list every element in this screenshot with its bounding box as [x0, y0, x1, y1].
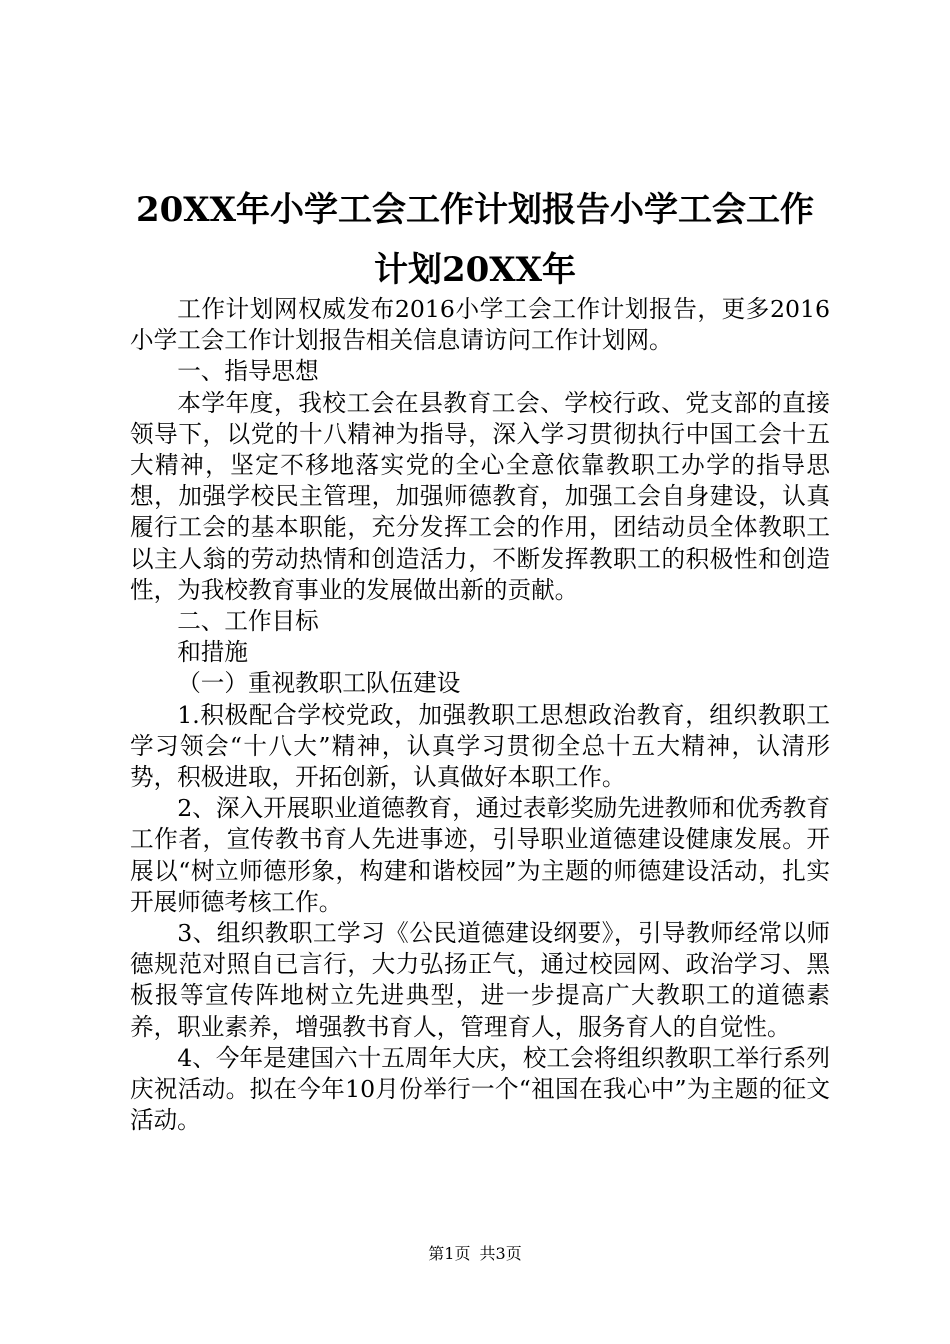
subsection-heading-staff-building: （一）重视教职工队伍建设 — [177, 669, 461, 698]
document-title-line-2: 计划20XX年 — [373, 250, 577, 290]
list-item-3: 3、组织教职工学习《公民道德建设纲要》，引导教师经常以师德规范对照自已言行，大力弘扬正气，通过校园网、政治学习、黑板报等宣传阵地树立先进典型，进一步提高广大教职工的道德素养，职业素养，增强教书育人，管理育人，服务育人的自觉性。 — [130, 919, 830, 1041]
page-footer — [0, 1244, 950, 1264]
page-number-total: 共3页 — [479, 1244, 522, 1263]
list-item-4: 4、今年是建国六十五周年大庆，校工会将组织教职工举行系列庆祝活动。拟在今年10月份举行一个“祖国在我心中”为主题的征文活动。 — [130, 1043, 830, 1135]
section-heading-guiding-thought: 一、指导思想 — [177, 357, 319, 386]
section-heading-measures: 和措施 — [177, 638, 248, 667]
intro-paragraph: 工作计划网权威发布2016小学工会工作计划报告，更多2016小学工会工作计划报告相关信息请访问工作计划网。 — [130, 295, 830, 355]
list-item-2: 2、深入开展职业道德教育，通过表彰奖励先进教师和优秀教育工作者，宣传教书育人先进事迹，引导职业道德建设健康发展。开展以“树立师德形象，构建和谐校园”为主题的师德建设活动，扎实开展师德考核工作。 — [130, 794, 830, 916]
guiding-thought-paragraph: 本学年度，我校工会在县教育工会、学校行政、党支部的直接领导下，以党的十八精神为指导，深入学习贯彻执行中国工会十五大精神，坚定不移地落实党的全心全意依靠教职工办学的指导思想，加强学校民主管理，加强师德教育，加强工会自身建设，认真履行工会的基本职能，充分发挥工会的作用，团结动员全体教职工以主人翁的劳动热情和创造活力，不断发挥教职工的积极性和创造性，为我校教育事业的发展做出新的贡献。 — [130, 388, 830, 604]
list-item-1: 1.积极配合学校党政，加强教职工思想政治教育，组织教职工学习领会“十八大”精神，认真学习贯彻全总十五大精神，认清形势，积极进取，开拓创新，认真做好本职工作。 — [130, 700, 830, 792]
section-heading-work-goals: 二、工作目标 — [177, 607, 319, 636]
document-title-line-1: 20XX年小学工会工作计划报告小学工会工作 — [135, 190, 815, 230]
document-body — [130, 294, 830, 1136]
page-number-current: 第1页 — [428, 1244, 471, 1263]
